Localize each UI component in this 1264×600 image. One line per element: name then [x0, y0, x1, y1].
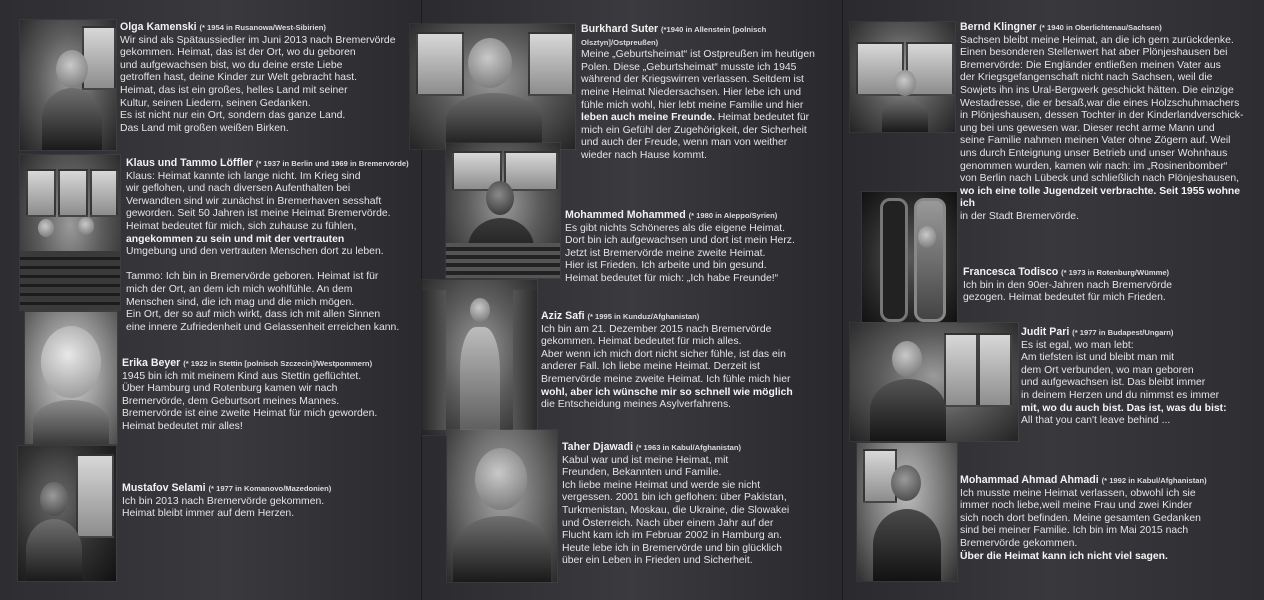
- entry-burkhard-suter: [581, 23, 839, 163]
- entry-mustafov-selami: [122, 482, 412, 521]
- entry-bernd-klingner: [960, 21, 1250, 224]
- person-origin: (* 1937 in Berlin und 1969 in Bremervörde): [255, 159, 409, 168]
- person-name: Olga Kamenski: [120, 21, 197, 33]
- person-statement-highlight: mit, wo du auch bist. Das ist, was du bist:: [1021, 402, 1227, 414]
- person-name: Mohammad Ahmad Ahmadi: [960, 474, 1099, 486]
- portrait-klaus-tammo-loeffler: [20, 155, 120, 310]
- entry-judit-pari: [1021, 326, 1256, 428]
- person-name: Bernd Klingner: [960, 21, 1037, 33]
- person-statement: Meine „Geburtsheimat“ ist Ostpreußen im heutigen Polen. Diese „Geburtsheimat“ musste ich 1945 während der Kriegswirren verlassen. Seitdem ist meine Heimat Niedersachsen. Hier lebe ich und fühle mich wohl, hier lebt meine Familie und hier: [581, 49, 815, 111]
- person-statement: Ich bin 2013 nach Bremervörde gekommen. Heimat bleibt immer auf dem Herzen.: [122, 495, 325, 520]
- entry-erika-beyer: [122, 357, 418, 434]
- portrait-aziz-safi: [422, 280, 537, 435]
- person-statement: Kabul war und ist meine Heimat, mit Freunden, Bekannten und Familie. Ich liebe meine Heimat und werde sie nicht vergessen. 2001 bin ich geflohen: über Pakistan, Turkmenistan, Moskau, die Ukraine, die Slowakei und Österreich. Nach über einem Jahr auf der Flucht kam ich im Februar 2002 in Hamburg an. Heute lebe ich in Bremervörde und bin glücklich über ein Leben in Frieden und Sicherheit.: [562, 454, 790, 567]
- person-origin: (* 1992 in Kabul/Afghanistan): [1101, 476, 1207, 485]
- person-statement-highlight: wohl, aber ich wünsche mir so schnell wie möglich: [541, 386, 793, 398]
- person-statement-continued: Heimat bedeutet für mich ein Gefühl der Zugehörigkeit, der Sicherheit und auch der Freude, wenn man von weither wieder nach Hause kommt.: [581, 112, 810, 161]
- person-statement-continued: Umgebung und den vertrauten Menschen dort zu leben. Tammo: Ich bin in Bremervörde geboren. Heimat ist für mich der Ort, an dem ich mich wohlfühle. An dem Menschen sind, die ich mag und die mich mögen. Ein Ort, der so auf mich wirkt, dass ich mit allen Sinnen eine innere Zufriedenheit und Gelassenheit erreichen kann.: [126, 246, 400, 333]
- person-statement: Es gibt nichts Schöneres als die eigene Heimat. Dort bin ich aufgewachsen und dort ist mein Herz. Jetzt ist Bremervörde meine zweite Heimat. Hier ist Frieden. Ich arbeite und bin gesund. Heimat bedeutet für mich: „Ich habe Freunde!“: [565, 222, 795, 284]
- portrait-mohammad-ahmad-ahmadi: [857, 443, 957, 581]
- portrait-bernd-klingner: [850, 22, 955, 132]
- portrait-erika-beyer: [25, 312, 117, 444]
- person-origin: (* 1954 in Rusanowa/West-Sibirien): [199, 23, 326, 32]
- portrait-olga-kamenski: [20, 20, 116, 150]
- person-statement: Sachsen bleibt meine Heimat, an die ich gern zurückdenke. Einen besonderen Stellenwert hat aber Plönjeshausen bei Bremervörde: Die Engländer entließen meinen Vater aus der Kriegsgefangenschaft nicht nach Sachsen, weil die Sowjets ihn ins Ural-Bergwerk geschickt hätten. Die einzige Westadresse, die er besaß,war die eines Holzschuhmachers in Plönjeshausen, dessen Tochter in der Kinderlandverschick- ung bei uns gewesen war. Dieser recht arme Mann und seine Familie nahmen meinen Vater ohne Zögern auf. Weil uns durch Enteignung unser Betrieb und unser Wohnhaus genommen wurden, kamen wir nach: im „Rosinenbomber“ von Berlin nach Lübeck und schließlich nach Plönjeshausen,: [960, 34, 1244, 185]
- person-statement-highlight: Über die Heimat kann ich nicht viel sagen.: [960, 550, 1168, 562]
- person-statement-continued: All that you can't leave behind ...: [1021, 415, 1171, 427]
- portrait-mohammed-mohammed: [446, 143, 560, 278]
- entry-aziz-safi: [541, 310, 838, 412]
- person-statement: 1945 bin ich mit meinem Kind aus Stettin geflüchtet. Über Hamburg und Rotenburg kamen wir nach Bremervörde, dem Geburtsort meines Mannes. Bremervörde ist eine zweite Heimat für mich geworden. Heimat bedeutet mir alles!: [122, 370, 378, 432]
- person-name: Burkhard Suter: [581, 23, 659, 35]
- person-origin: (* 1973 in Rotenburg/Wümme): [1061, 268, 1170, 277]
- person-statement: Klaus: Heimat kannte ich lange nicht. Im Krieg sind wir geflohen, und nach diversen Aufenthalten bei Verwandten sind wir zunächst in Bremerhaven sesshaft geworden. Seit 50 Jahren ist meine Heimat Bremervörde. Heimat bedeutet für mich, sich zuhause zu fühlen,: [126, 170, 391, 232]
- person-origin: (* 1922 in Stettin [polnisch Szczecin]/Westpommern): [183, 359, 373, 368]
- person-statement-highlight: leben auch meine Freunde.: [581, 112, 715, 124]
- person-name: Taher Djawadi: [562, 441, 634, 453]
- person-statement: Ich bin in den 90er-Jahren nach Bremervörde gezogen. Heimat bedeutet für mich Frieden.: [963, 279, 1173, 304]
- person-name: Mohammed Mohammed: [565, 209, 686, 221]
- person-name: Klaus und Tammo Löffler: [126, 157, 253, 169]
- entry-francesca-todisco: [963, 266, 1248, 305]
- person-origin: (*1940 in Allenstein [polnisch Olsztyn]/Ostpreußen): [581, 25, 767, 47]
- person-name: Aziz Safi: [541, 310, 585, 322]
- entry-olga-kamenski: [120, 21, 415, 135]
- entry-taher-djawadi: [562, 441, 832, 568]
- entry-klaus-tammo-loeffler: [126, 157, 418, 334]
- portrait-judit-pari: [850, 323, 1018, 441]
- person-statement-continued: die Entscheidung meines Asylverfahrens.: [541, 399, 732, 411]
- portrait-mustafov-selami: [18, 446, 116, 581]
- person-name: Mustafov Selami: [122, 482, 206, 494]
- portrait-francesca-todisco: [862, 192, 957, 322]
- person-origin: (* 1977 in Budapest/Ungarn): [1072, 328, 1174, 337]
- person-origin: (* 1995 in Kunduz/Afghanistan): [587, 312, 700, 321]
- person-origin: (* 1940 in Oberlichtenau/Sachsen): [1039, 23, 1162, 32]
- portrait-burkhard-suter: [410, 24, 575, 149]
- person-name: Judit Pari: [1021, 326, 1070, 338]
- panel-fold-2: [842, 0, 843, 600]
- person-origin: (* 1977 in Komanovo/Mazedonien): [208, 484, 332, 493]
- person-name: Erika Beyer: [122, 357, 181, 369]
- person-name: Francesca Todisco: [963, 266, 1059, 278]
- person-statement-highlight: wo ich eine tolle Jugendzeit verbrachte. Seit 1955 wohne ich: [960, 185, 1241, 210]
- person-statement: Ich bin am 21. Dezember 2015 nach Bremervörde gekommen. Heimat bedeutet für mich alles. Aber wenn ich mich dort nicht sicher fühle, ist das ein anderer Fall. Ich liebe meine Heimat. Derzeit ist Bremervörde meine zweite Heimat. Ich fühle mich hier: [541, 323, 791, 385]
- person-statement: Wir sind als Spätaussiedler im Juni 2013 nach Bremervörde gekommen. Heimat, das ist der Ort, wo du geboren und aufgewachsen bist, wo du deine erste Liebe getroffen hast, deine Kinder zur Welt gebracht hast. Heimat, das ist ein großes, helles Land mit seiner Kultur, seinen Liedern, seinen Gedanken. Es ist nicht nur ein Ort, sondern das ganze Land. Das Land mit großen weißen Birken.: [120, 34, 396, 134]
- person-statement: Ich musste meine Heimat verlassen, obwohl ich sie immer noch liebe,weil meine Frau und zwei Kinder sich noch dort befinden. Meine gesamten Gedanken sind bei meiner Familie. Ich bin im Mai 2015 nach Bremervörde gekommen.: [960, 487, 1201, 549]
- person-statement-highlight: angekommen zu sein und mit der vertrauten: [126, 233, 345, 245]
- person-statement: Es ist egal, wo man lebt: Am tiefsten ist und bleibt man mit dem Ort verbunden, wo man geboren und aufgewachsen ist. Das bleibt immer in deinem Herzen und du nimmst es immer: [1021, 339, 1220, 401]
- person-origin: (* 1980 in Aleppo/Syrien): [688, 211, 778, 220]
- entry-mohammed-mohammed: [565, 209, 835, 286]
- portrait-taher-djawadi: [447, 430, 557, 582]
- person-statement-continued: in der Stadt Bremervörde.: [960, 210, 1079, 222]
- person-origin: (* 1963 in Kabul/Afghanistan): [635, 443, 742, 452]
- entry-mohammad-ahmad-ahmadi: [960, 474, 1250, 563]
